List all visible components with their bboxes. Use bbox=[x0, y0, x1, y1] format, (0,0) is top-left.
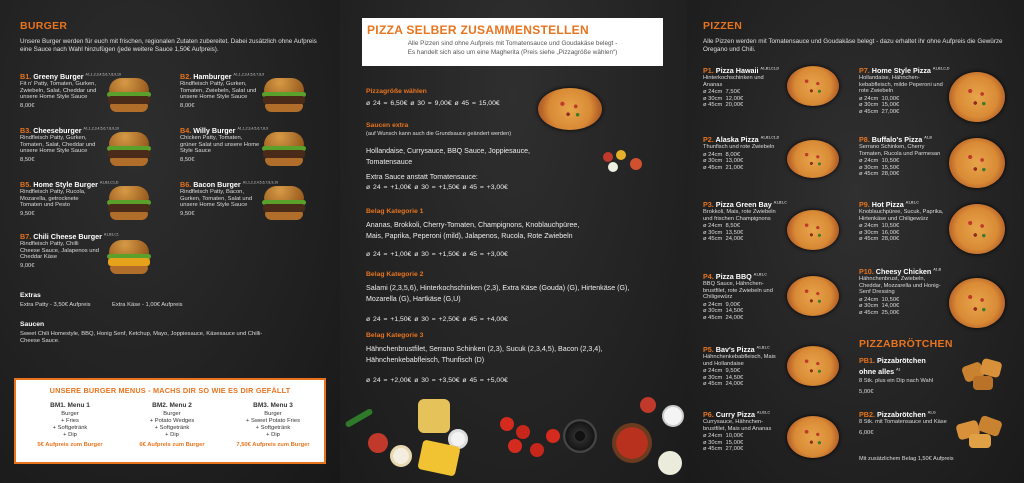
item-number: P9. bbox=[859, 200, 870, 209]
item-number: P5. bbox=[703, 345, 714, 354]
item-desc: Chicken Patty, Tomaten, grüner Salat und unsere Home Style Sauce bbox=[180, 135, 260, 155]
pizza-panel bbox=[687, 0, 1024, 483]
item-sizes: ø 24cm 9,50€ ø 30cm 14,50€ ø 45cm 24,00€ bbox=[703, 368, 744, 387]
item-number: P3. bbox=[703, 200, 714, 209]
burger-title: BURGER bbox=[20, 20, 68, 32]
item-number: P1. bbox=[703, 66, 714, 75]
allergen-codes: A1,B1,C1,D bbox=[760, 66, 780, 71]
tomato-icon bbox=[508, 439, 522, 453]
pizza-item-p1[interactable] bbox=[703, 66, 783, 109]
k1-prices[interactable]: ø 24 = +1,00€ ø 30 = +1,50€ ø 45 = +3,00€ bbox=[366, 251, 508, 258]
item-desc: Hähnchenkebabfleisch, Mais und Hollandaise bbox=[703, 354, 776, 367]
item-name: Cheeseburger bbox=[33, 126, 82, 135]
pizza-item-p10[interactable] bbox=[859, 267, 945, 316]
saucen-line-2: Tomatensauce bbox=[366, 158, 413, 166]
sauce-bowl-icon bbox=[616, 150, 626, 160]
menu-line: + Softgetränk bbox=[154, 425, 190, 431]
allergen-codes: A1 bbox=[896, 367, 901, 372]
item-sizes: ø 24cm 8,00€ ø 30cm 13,00€ ø 45cm 21,00€ bbox=[703, 151, 744, 171]
item-number: B4. bbox=[180, 126, 192, 135]
menu-line: + Dip bbox=[63, 432, 77, 438]
k1-line-1: Ananas, Brokkoli, Cherry-Tomaten, Champignons, Knoblauchpüree, bbox=[366, 221, 580, 229]
item-name: Home Style Pizza bbox=[871, 66, 931, 75]
pizza-image bbox=[787, 66, 839, 106]
burger-intro: Unsere Burger werden für euch mit frischen, regionalen Zutaten zubereitet. Dabei zusätzlich ohne Aufpreis eine Sauce nach Wahl hinzufügen (jede weitere Sauce 1,50€ Aufpreis). bbox=[20, 38, 317, 53]
menu-bm1[interactable] bbox=[20, 402, 120, 449]
item-number: P4. bbox=[703, 272, 714, 281]
pizza-image bbox=[787, 140, 839, 178]
item-price: 8,50€ bbox=[180, 156, 195, 163]
allergen-codes: A1,1,2,3,4,5,6,7,8,9,10 bbox=[83, 126, 119, 131]
ingredients-decoration bbox=[340, 395, 687, 483]
menu-bm3[interactable] bbox=[223, 402, 323, 449]
item-number: P10. bbox=[859, 267, 874, 276]
item-number: P2. bbox=[703, 135, 714, 144]
item-desc: BBQ Sauce, Hähnchen-brustfilet, rote Zwiebeln und Chiligewürz bbox=[703, 281, 773, 300]
menu-line: + Softgetränk bbox=[52, 425, 88, 431]
saucen-title: Saucen bbox=[20, 321, 45, 328]
item-sizes: ø 24cm 10,50€ ø 30cm 15,50€ ø 45cm 28,00€ bbox=[859, 158, 900, 177]
chili-icon bbox=[640, 397, 656, 413]
pizza-item-p6[interactable] bbox=[703, 410, 783, 453]
pizza-title: PIZZEN bbox=[703, 20, 743, 32]
k2-heading: Belag Kategorie 2 bbox=[366, 271, 424, 278]
custom-pizza-subtitle-2: Es handelt sich also um eine Magherita (Preis siehe „Pizzagröße wählen“) bbox=[407, 48, 618, 56]
burger-item-b5[interactable] bbox=[20, 180, 119, 217]
item-desc: Fit n' Patty, Tomaten, Gurken, Zwiebeln, Salat, Cheddar und unsere Home Style Sauce bbox=[20, 81, 97, 101]
k3-line-2: Hähnchenkebabfleisch, Thunfisch (D) bbox=[366, 356, 485, 364]
item-name: Pizza Hawaii bbox=[715, 66, 759, 75]
pizza-item-p9[interactable] bbox=[859, 200, 945, 243]
pizza-image bbox=[949, 138, 1005, 188]
menu-bm2[interactable] bbox=[122, 402, 222, 449]
tomato-icon bbox=[500, 417, 514, 431]
menu-line: + Dip bbox=[266, 432, 280, 438]
size-prices[interactable]: ø 24 = 6,50€ ø 30 = 9,00€ ø 45 = 15,00€ bbox=[366, 100, 500, 107]
item-price: 6,00€ bbox=[859, 429, 874, 436]
item-desc: 8 Stk. plus ein Dip nach Wahl bbox=[859, 378, 934, 384]
allergen-codes: A1,B1,C,D bbox=[932, 66, 950, 71]
menu-line: + Softgetränk bbox=[255, 425, 291, 431]
extras-patty: Extra Patty - 3,50€ Aufpreis bbox=[20, 302, 91, 308]
burger-image bbox=[262, 132, 306, 168]
k2-prices[interactable]: ø 24 = +1,50€ ø 30 = +2,50€ ø 45 = +4,00€ bbox=[366, 316, 508, 323]
menu-head: BM1. Menu 1 bbox=[50, 402, 90, 409]
item-price: 8,00€ bbox=[180, 102, 195, 109]
item-desc: Rindfleisch Patty, Chilli Cheese Sauce, Jalapenos und Cheddar Käse bbox=[20, 241, 99, 261]
burger-item-b7[interactable] bbox=[20, 232, 119, 269]
allergen-codes: A1,B bbox=[924, 135, 932, 140]
item-name: Hamburger bbox=[193, 72, 232, 81]
k2-line-2: Mozarella (G), Hartkäse (G,U) bbox=[366, 295, 461, 303]
k1-heading: Belag Kategorie 1 bbox=[366, 208, 424, 215]
pizza-item-p2[interactable] bbox=[703, 135, 783, 171]
size-heading: Pizzagröße wählen bbox=[366, 88, 427, 95]
item-number: P8. bbox=[859, 135, 870, 144]
item-name: Cheesy Chicken bbox=[875, 267, 932, 276]
allergen-codes: A1,B1,C bbox=[756, 410, 770, 415]
item-name: Pizza Green Bay bbox=[715, 200, 772, 209]
k1-line-2: Mais, Paprika, Peperoni (mild), Jalapenos, Rucola, Rote Zwiebeln bbox=[366, 232, 573, 240]
item-sizes: ø 24cm 10,00€ ø 30cm 15,00€ ø 45cm 27,00€ bbox=[859, 95, 900, 115]
item-number: PB1. bbox=[859, 356, 875, 365]
extra-sauce-line: Extra Sauce anstatt Tomatensauce: bbox=[366, 173, 478, 181]
pasta-icon bbox=[418, 399, 450, 433]
item-name: Pizza BBQ bbox=[715, 272, 752, 281]
menu-head: BM3. Menu 3 bbox=[253, 402, 293, 409]
item-name: Hot Pizza bbox=[871, 200, 904, 209]
item-sizes: ø 24cm 9,00€ ø 30cm 14,50€ ø 45cm 24,00€ bbox=[703, 301, 744, 321]
pizza-item-p8[interactable] bbox=[859, 135, 945, 178]
burger-image bbox=[262, 78, 306, 114]
item-name: Alaska Pizza bbox=[715, 135, 759, 144]
burger-image bbox=[262, 186, 306, 222]
item-name: Buffalo's Pizza bbox=[871, 135, 923, 144]
item-number: B6. bbox=[180, 180, 192, 189]
menu-line: Burger bbox=[163, 411, 181, 417]
allergen-codes: A1,1,2,3,4,5,6,7,8,9 bbox=[237, 126, 269, 131]
item-desc: Serrano Schinken, Cherry Tomaten, Rucola und Parmesan bbox=[859, 144, 941, 157]
pizza-image bbox=[949, 278, 1005, 328]
item-name: Pizzabrötchen bbox=[876, 410, 926, 419]
item-desc: Rindfleisch Patty, Rucola, Mozarella, getrocknete Tomaten und Pesto bbox=[20, 189, 86, 209]
item-name: Curry Pizza bbox=[715, 410, 755, 419]
menu-line: Burger bbox=[264, 411, 282, 417]
pizza-image bbox=[949, 204, 1005, 254]
item-desc: Rindfleisch Patty, Gurken, Tomaten, Salat, Cheddar und unsere Home Style Sauce bbox=[20, 135, 96, 155]
pizza-roll-image bbox=[957, 414, 1007, 450]
pizza-roll-pb1[interactable] bbox=[859, 356, 959, 395]
allergen-codes: A1,B1,C1,D bbox=[760, 135, 780, 140]
rolls-footnote: Mit zusätzlichem Belag 1,50€ Aufpreis bbox=[859, 456, 954, 462]
custom-pizza-subtitle-1: Alle Pizzen sind ohne Aufpreis mit Tomatensauce und Goudakäse belegt - bbox=[407, 40, 618, 47]
custom-pizza-panel bbox=[340, 0, 687, 483]
item-number: B2. bbox=[180, 72, 192, 81]
burger-item-b6[interactable] bbox=[180, 180, 279, 217]
rolls-title: PIZZABRÖTCHEN bbox=[859, 338, 953, 350]
item-desc: 8 Stk. mit Tomatensauce und Käse bbox=[859, 419, 947, 425]
allergen-codes: A1,B1,C bbox=[756, 345, 770, 350]
tomato-sauce-icon bbox=[612, 423, 652, 463]
burger-image bbox=[107, 78, 151, 114]
extra-sauce-prices[interactable]: ø 24 = +1,00€ ø 30 = +1,50€ ø 45 = +3,00€ bbox=[366, 184, 508, 191]
item-desc: Currysauce, Hähnchen-brustfilet, Mais und Ananas bbox=[703, 419, 772, 432]
menu-line: + Sweet Potato Fries bbox=[246, 418, 300, 424]
item-desc: Brokkoli, Mais, rote Zwiebeln und frischen Champignons bbox=[703, 209, 776, 222]
mushroom-icon bbox=[658, 451, 682, 475]
item-sizes: ø 24cm 10,50€ ø 30cm 14,00€ ø 45cm 25,00€ bbox=[859, 296, 900, 316]
allergen-codes: A1,B1,C bbox=[905, 200, 919, 205]
burger-image bbox=[107, 186, 151, 222]
item-name: Willy Burger bbox=[193, 126, 236, 135]
item-price: 8,00€ bbox=[20, 102, 35, 109]
item-name: Bav's Pizza bbox=[715, 345, 755, 354]
menu-line: Burger bbox=[61, 411, 79, 417]
pizza-image bbox=[787, 210, 839, 250]
item-desc: Rindfleisch Patty, Bacon, Gurken, Tomaten, Salat und unsere Home Style Sauce bbox=[180, 189, 253, 209]
item-desc: Hollandaise, Hähnchen-kebabfleisch, milde Peperoni und rote Zwiebeln bbox=[859, 75, 943, 94]
k2-line-1: Salami (2,3,5,6), Hinterkochschinken (2,3), Extra Käse (Gouda) (G), Hirtenkäse (G), bbox=[366, 284, 630, 292]
pizza-item-p5[interactable] bbox=[703, 345, 783, 388]
item-desc: Knoblauchpüree, Sucuk, Paprika, Hirtenkäse und Chiligewürz bbox=[859, 209, 944, 222]
allergen-codes: A1,B1,C bbox=[773, 200, 787, 205]
item-price: 9,00€ bbox=[20, 262, 35, 269]
item-name: Chili Cheese Burger bbox=[33, 232, 102, 241]
pizza-image bbox=[787, 276, 839, 316]
item-desc: Hähnchenbrust, Zwiebeln, Cheddar, Mozzarella und Honig-Senf Dressing bbox=[859, 276, 941, 295]
k3-heading: Belag Kategorie 3 bbox=[366, 332, 424, 339]
tomato-icon bbox=[546, 429, 560, 443]
pizza-image bbox=[787, 416, 839, 458]
burger-menu-box bbox=[14, 378, 326, 464]
item-number: B3. bbox=[20, 126, 32, 135]
saucen-text: Sweet Chili Homestyle, BBQ, Honig Senf, Ketchup, Mayo, Joppiesauce, Käsesauce und Chilli-Cheese Sauce. bbox=[20, 331, 263, 344]
item-number: B5. bbox=[20, 180, 32, 189]
menu-line: + Fries bbox=[61, 418, 79, 424]
item-price: 9,50€ bbox=[180, 210, 195, 217]
item-sizes: ø 24cm 10,50€ ø 30cm 16,00€ ø 45cm 28,00€ bbox=[859, 223, 900, 242]
pizza-image bbox=[787, 346, 839, 386]
allergen-codes: A1,B bbox=[933, 267, 941, 272]
item-number: B7. bbox=[20, 232, 32, 241]
custom-pizza-title: PIZZA SELBER ZUSAMMENSTELLEN bbox=[367, 23, 589, 37]
tomato-icon bbox=[530, 443, 544, 457]
item-number: B1. bbox=[20, 72, 32, 81]
item-desc: Rindfleisch Patty, Gurken, Tomaten, Zwiebeln, Salat und unsere Home Style Sauce bbox=[180, 81, 257, 101]
pizza-roll-image bbox=[963, 358, 1005, 392]
item-name: Greeny Burger bbox=[33, 72, 84, 81]
menu-line: + Dip bbox=[165, 432, 179, 438]
pizza-roll-pb2[interactable] bbox=[859, 410, 959, 436]
menu-box-title: UNSERE BURGER MENUS - MACHS DIR SO WIE ES DIR GEFÄLLT bbox=[49, 386, 291, 395]
item-sizes: ø 24cm 8,50€ ø 30cm 13,50€ ø 45cm 24,00€ bbox=[703, 223, 744, 242]
tomato-icon bbox=[516, 425, 530, 439]
saucen-note: (auf Wunsch kann auch die Grundsauce geändert werden) bbox=[366, 131, 512, 137]
custom-pizza-header bbox=[362, 18, 663, 66]
item-number: PB2. bbox=[859, 410, 875, 419]
menu-head: BM2. Menu 2 bbox=[152, 402, 192, 409]
item-desc: Thunfisch und rote Zwiebeln bbox=[703, 144, 775, 150]
burger-image bbox=[107, 132, 151, 168]
burger-item-b1[interactable] bbox=[20, 72, 121, 109]
burger-item-b2[interactable] bbox=[180, 72, 265, 109]
k3-line-1: Hähnchenbrustfilet, Serrano Schinken (2,3), Sucuk (2,3,4,5), Bacon (2,3,4), bbox=[366, 345, 603, 353]
item-desc: Hinterkochschinken und Ananas bbox=[703, 75, 764, 88]
menu-price: 5€ Aufpreis zum Burger bbox=[37, 442, 103, 448]
k3-prices[interactable]: ø 24 = +2,00€ ø 30 = +3,50€ ø 45 = +5,00€ bbox=[366, 377, 508, 384]
extras-title: Extras bbox=[20, 292, 41, 299]
chili-icon bbox=[368, 433, 388, 453]
sauce-bowl-icon bbox=[630, 158, 642, 170]
allergen-codes: A1,1,2,3,4,5,6,7,8,9,10 bbox=[242, 180, 279, 185]
pizza-item-p7[interactable] bbox=[859, 66, 950, 115]
extras-cheese: Extra Käse - 1,00€ Aufpreis bbox=[112, 302, 183, 308]
item-sizes: ø 24cm 7,50€ ø 30cm 12,00€ ø 45cm 20,00€ bbox=[703, 89, 744, 108]
item-price: 8,50€ bbox=[20, 156, 35, 163]
allergen-codes: A1,B1,C bbox=[753, 272, 767, 277]
onion-icon bbox=[390, 445, 412, 467]
burger-item-b4[interactable] bbox=[180, 126, 269, 163]
item-name: Pizzabrötchen bbox=[876, 356, 926, 365]
allergen-codes: A1,B1,C1 bbox=[103, 232, 119, 237]
garlic-icon bbox=[662, 405, 684, 427]
saucen-heading: Saucen extra bbox=[366, 122, 409, 129]
menu-line: + Potato Wedges bbox=[149, 418, 195, 424]
item-name: Bacon Burger bbox=[193, 180, 241, 189]
pizza-image bbox=[538, 88, 602, 130]
sauce-bowl-icon bbox=[603, 152, 613, 162]
item-name: Home Style Burger bbox=[33, 180, 98, 189]
menu-price: 7,50€ Aufpreis zum Burger bbox=[236, 442, 310, 448]
allergen-codes: A1,1,2,3,4,5,6,7,8,9,10 bbox=[85, 72, 121, 77]
sauce-bowl-icon bbox=[608, 162, 618, 172]
pizza-intro: Alle Pizzen werden mit Tomatensauce und Goudakäse belegt - dazu erhaltet ihr ohne Aufpreis die Gewürze Oregano und Chili. bbox=[703, 38, 1003, 53]
olive-bowl-icon bbox=[563, 419, 597, 453]
cheese-icon bbox=[417, 439, 460, 476]
item-sizes: ø 24cm 10,00€ ø 30cm 15,00€ ø 45cm 27,00€ bbox=[703, 433, 744, 452]
saucen-line-1: Hollandaise, Currysauce, BBQ Sauce, Joppiesauce, bbox=[366, 147, 531, 155]
herb-icon bbox=[345, 408, 374, 428]
pizza-item-p4[interactable] bbox=[703, 272, 783, 321]
pizza-image bbox=[949, 72, 1005, 122]
menu-price: 6€ Aufpreis zum Burger bbox=[139, 442, 205, 448]
allergen-codes: A1,1,2,3,4,5,6,7,8,9 bbox=[233, 72, 265, 77]
allergen-codes: A1,G bbox=[927, 410, 936, 415]
pizza-item-p3[interactable] bbox=[703, 200, 787, 243]
burger-image bbox=[107, 240, 151, 276]
item-number: P6. bbox=[703, 410, 714, 419]
item-price: 9,50€ bbox=[20, 210, 35, 217]
burger-panel bbox=[0, 0, 340, 483]
allergen-codes: A1,B1,C1,D bbox=[99, 180, 119, 185]
burger-item-b3[interactable] bbox=[20, 126, 119, 163]
item-number: P7. bbox=[859, 66, 870, 75]
item-subname: ohne alles bbox=[859, 367, 895, 376]
item-price: 5,00€ bbox=[859, 388, 874, 395]
